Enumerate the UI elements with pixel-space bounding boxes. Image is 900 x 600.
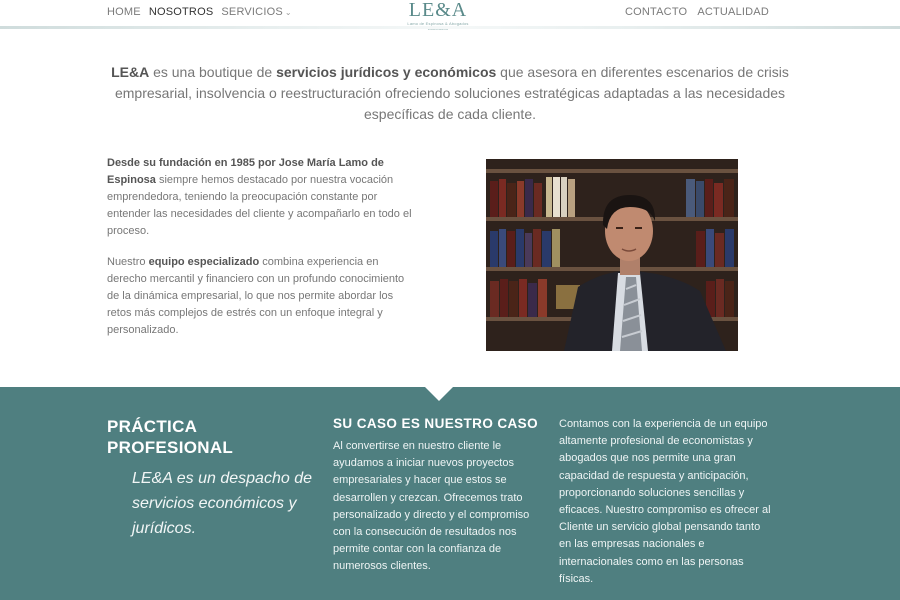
intro-text-1: es una boutique de [149, 64, 277, 80]
about-p2-bold: equipo especializado [148, 256, 260, 268]
about-p2-rest: combina experiencia en derecho mercantil y financiero con un profundo conocimiento de la dinámica empresarial, lo que nos permite abordar los retos más complejos de estrés con un enfoque integral y personalizado. [107, 256, 405, 336]
logo-mark: LE&A [408, 0, 468, 21]
practice-tagline: LE&A es un despacho de servicios económicos y jurídicos. [132, 470, 312, 537]
section-notch [425, 387, 453, 401]
about-p1-rest: siempre hemos destacado por nuestra vocación emprendedora, teniendo la preocupación constante por entender las necesidades del cliente y acompañarlo en todo el proceso. [107, 174, 412, 237]
founder-photo-illustration [486, 159, 738, 351]
about-p1-bold: Desde su fundación en 1985 por Jose María Lamo de Espinosa [107, 157, 384, 186]
case-column [333, 416, 543, 576]
about-paragraph-2 [107, 254, 417, 339]
about-paragraph-1 [107, 155, 417, 240]
experience-column [559, 416, 774, 588]
case-heading: SU CASO ES NUESTRO CASO [333, 416, 538, 431]
intro-text-2: que asesora en diferentes escenarios de crisis empresarial, insolvencia o reestructuración ofreciendo soluciones estratégicas adaptadas a las necesidades específicas de cada cliente. [114, 64, 789, 122]
intro-highlight: servicios jurídicos y económicos [276, 64, 497, 80]
chevron-down-icon: ⌄ [284, 8, 292, 17]
logo-tagline: Lamo de Espinosa & Abogados [407, 21, 469, 26]
nav-actualidad[interactable]: ACTUALIDAD [697, 6, 769, 18]
about-p2-start: Nuestro [107, 256, 149, 268]
nav-servicios-label: SERVICIOS [221, 6, 283, 18]
practice-heading: PRÁCTICA PROFESIONAL [107, 417, 234, 457]
experience-text: Contamos con la experiencia de un equipo altamente profesional de economistas y abogados que nos permite una gran capacidad de respuesta y anticipación, proporcionando soluciones sencillas y eficaces. Nuestro compromiso es ofrecer al Cliente un servicio global pensando tanto en las empresas nacionales e internacionales como en las personas físicas. [559, 418, 771, 585]
founder-photo [486, 159, 738, 351]
header-divider [0, 26, 900, 29]
case-text: Al convertirse en nuestro cliente le ayudamos a iniciar nuevos proyectos empresariales y hacer que estos se desarrollen y crezcan. Ofrecemos trato personalizado y directo y el compromiso con la consecución de resultados nos permite contar con la confianza de numerosos clientes. [333, 440, 530, 573]
main-nav-right [625, 6, 769, 18]
main-nav-left [107, 6, 292, 18]
nav-contacto[interactable]: CONTACTO [625, 6, 688, 18]
practice-column [107, 416, 317, 541]
nav-home[interactable]: HOME [107, 6, 141, 18]
intro-brand: LE&A [111, 64, 150, 80]
nav-servicios[interactable] [221, 6, 291, 18]
about-text [107, 155, 417, 353]
site-header [0, 0, 900, 28]
intro-paragraph [100, 62, 800, 125]
nav-nosotros[interactable]: NOSOTROS [148, 6, 214, 18]
